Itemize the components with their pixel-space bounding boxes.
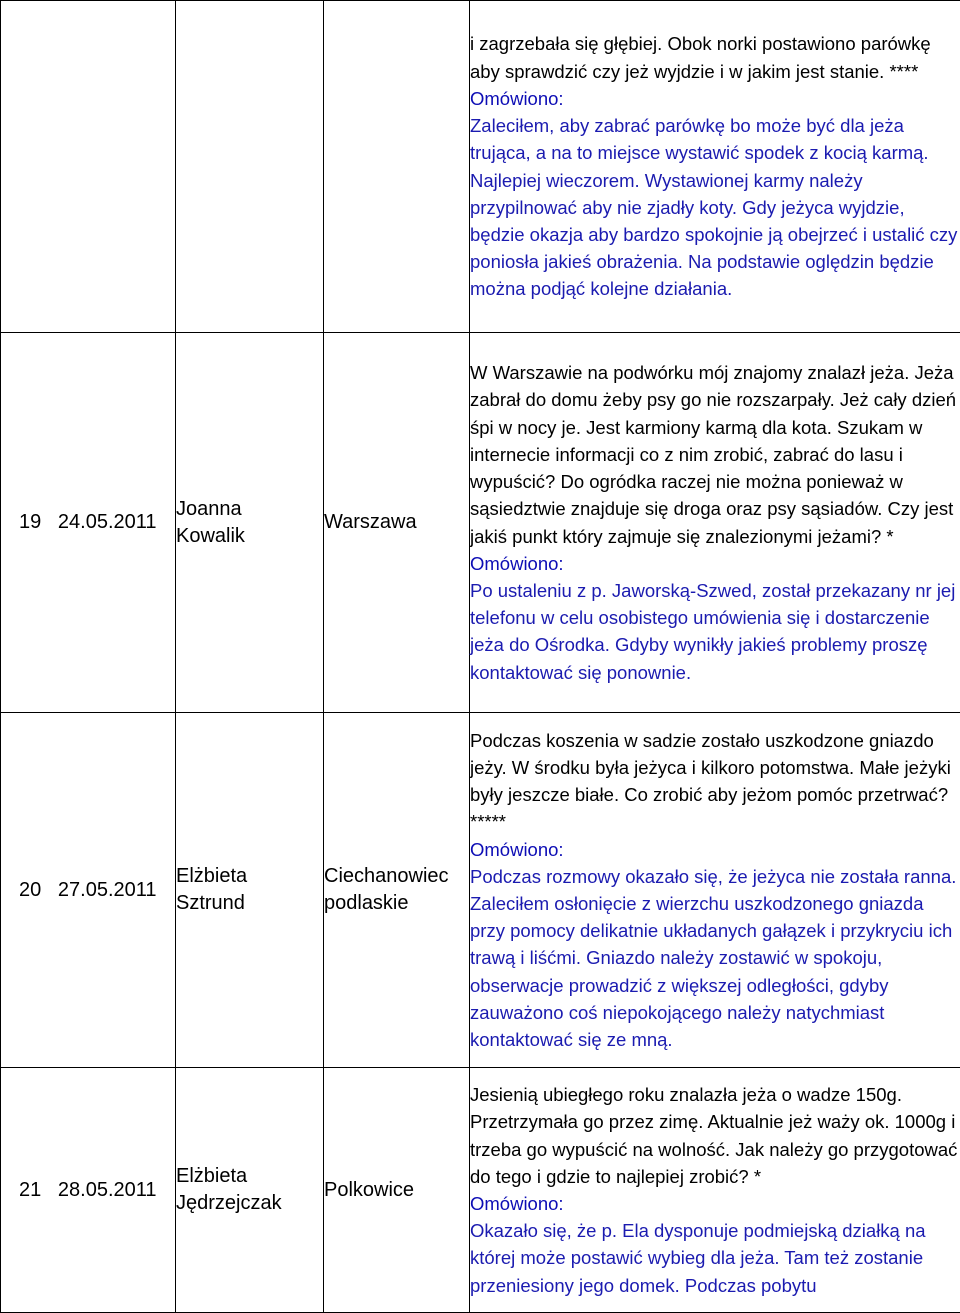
question-text: i zagrzebała się głębiej. Obok norki postawiono parówkę aby sprawdzić czy jeż wyjdzie i w jakim jest stanie. ****: [470, 33, 931, 81]
name-cell: [176, 1, 324, 333]
row-date: 28.05.2011: [58, 1179, 157, 1201]
answer-text: Okazało się, że p. Ela dysponuje podmiejską działką na której może postawić wybieg dla jeża. Tam też zostanie przeniesiony jego domek. Podczas pobytu: [470, 1220, 926, 1295]
row-number: 19: [19, 511, 41, 533]
number-date-cell: [1, 713, 176, 1068]
question-text: W Warszawie na podwórku mój znajomy znalazł jeża. Jeża zabrał do domu żeby psy go nie rozszarpały. Jeż cały dzień śpi w nocy je. Jest karmiony karmą dla kota. Szukam w internecie informacji co z nim zrobić, zabrać do lasu i wypuścić? Do ogródka raczej nie można ponieważ w sąsiedztwie znajduje się droga oraz psy sąsiadów. Czy jest jakiś punkt który zajmuje się znalezionymi jeżami? *: [470, 362, 956, 546]
description-cell: [470, 1068, 960, 1313]
city-cell: Warszawa: [324, 333, 470, 713]
answer-text: Zaleciłem, aby zabrać parówkę bo może być dla jeża trująca, a na to miejsce wystawić spodek z kocią karmą. Najlepiej wieczorem. Wystawionej karmy należy przypilnować aby nie zjadły koty. Gdy jeżyca wyjdzie, będzie okazja aby bardzo spokojnie ją obejrzeć i ustalić czy poniosła jakieś obrażenia. Na podstawie oględzin będzie można podjąć kolejne działania.: [470, 115, 957, 299]
name-cell: Elżbieta Sztrund: [176, 713, 324, 1068]
table-row: [1, 713, 960, 1068]
description-cell: [470, 333, 960, 713]
question-text: Jesienią ubiegłego roku znalazła jeża o wadze 150g. Przetrzymała go przez zimę. Aktualnie jeż waży ok. 1000g i trzeba go wypuścić na wolność. Jak należy go przygotować do tego i gdzie to najlepiej zrobić? *: [470, 1084, 957, 1187]
answer-label: Omówiono:: [470, 550, 960, 577]
answer-text: Po ustaleniu z p. Jaworską-Szwed, został przekazany nr jej telefonu w celu osobistego umówienia się i dostarczenie jeża do Ośrodka. Gdyby wynikły jakieś problemy proszę kontaktować się ponownie.: [470, 580, 955, 683]
description-cell: [470, 1, 960, 333]
row-date: 24.05.2011: [58, 511, 157, 533]
date-cell: [1, 1, 176, 333]
row-number: 21: [19, 1179, 41, 1201]
number-date-cell: [1, 1068, 176, 1313]
question-text: Podczas koszenia w sadzie zostało uszkodzone gniazdo jeży. W środku była jeżyca i kilkoro potomstwa. Małe jeżyki były jeszcze białe. Co zrobić aby jeżom pomóc przetrwać? *****: [470, 730, 951, 833]
answer-label: Omówiono:: [470, 836, 960, 863]
table-row: [1, 1, 960, 333]
number-date-cell: [1, 333, 176, 713]
description-cell: [470, 713, 960, 1068]
row-number: 20: [19, 879, 41, 901]
city-cell: Ciechanowiec podlaskie: [324, 713, 470, 1068]
row-date: 27.05.2011: [58, 879, 157, 901]
answer-label: Omówiono:: [470, 1190, 960, 1217]
answer-text: Podczas rozmowy okazało się, że jeżyca nie została ranna. Zaleciłem osłonięcie z wierzchu uszkodzonego gniazda przy pomocy delikatnie układanych gałązek i przykryciu ich trawą i liśćmi. Gniazdo należy zostawić w spokoju, obserwacje prowadzić z większej odległości, gdyby zauważono coś niepokojącego należy natychmiast kontaktować się ze mną.: [470, 866, 956, 1050]
table-row: [1, 1068, 960, 1313]
name-cell: Joanna Kowalik: [176, 333, 324, 713]
city-cell: Polkowice: [324, 1068, 470, 1313]
name-cell: Elżbieta Jędrzejczak: [176, 1068, 324, 1313]
table-row: [1, 333, 960, 713]
answer-label: Omówiono:: [470, 85, 960, 112]
city-cell: [324, 1, 470, 333]
